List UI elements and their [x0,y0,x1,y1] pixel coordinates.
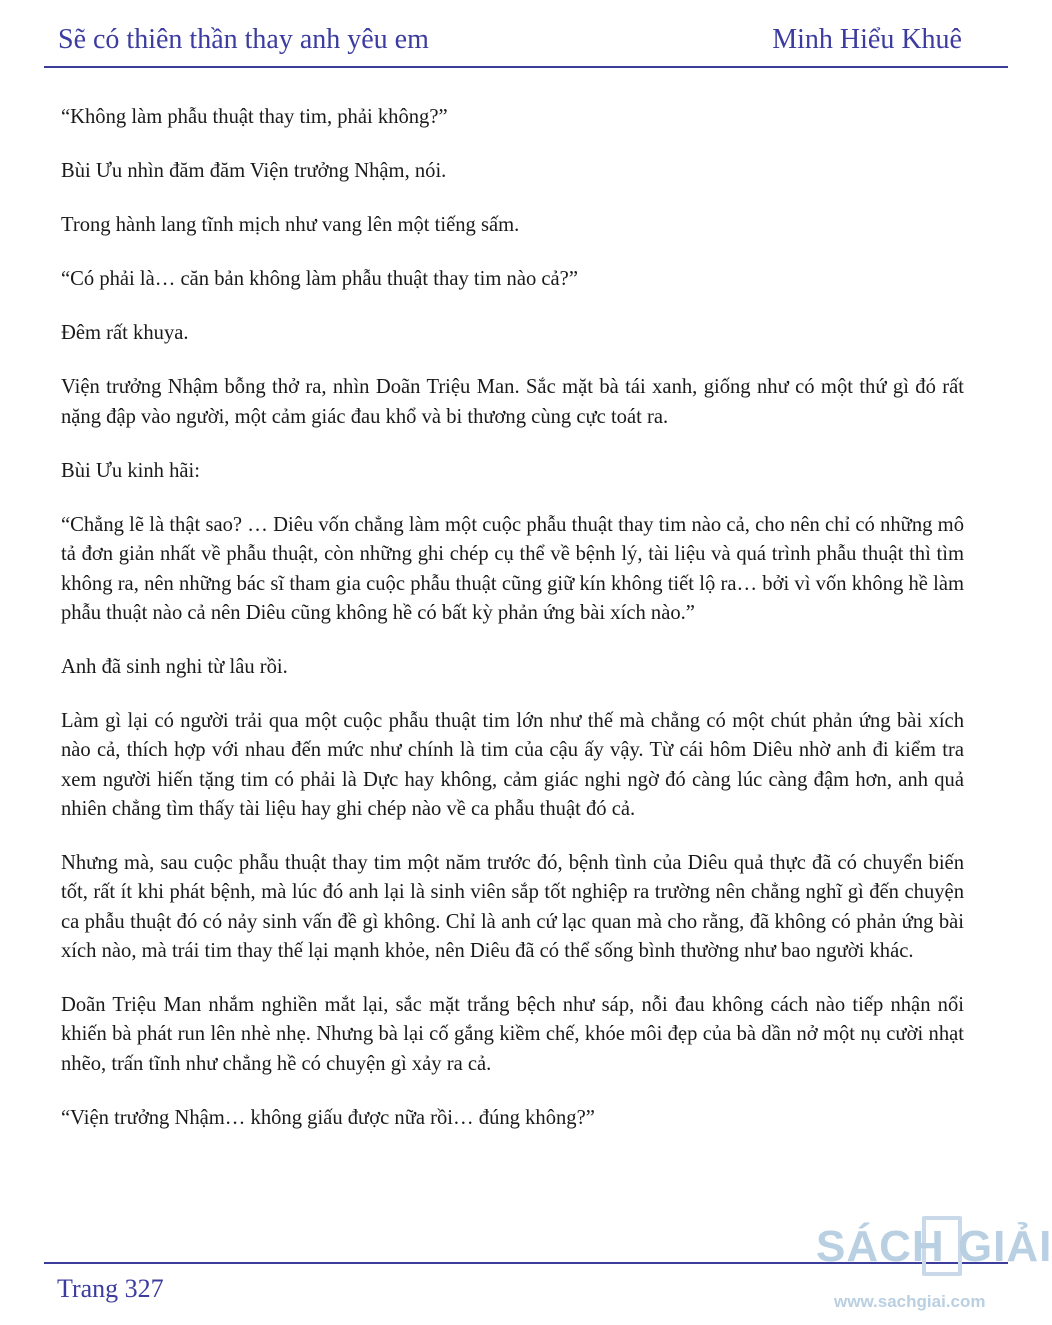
paragraph: Viện trưởng Nhậm bỗng thở ra, nhìn Doãn Triệu Man. Sắc mặt bà tái xanh, giống như có một thứ gì đó rất nặng đập vào người, một cảm giác đau khổ và bi thương cùng cực toát ra. [61,376,964,428]
paragraph: Đêm rất khuya. [61,322,189,345]
paragraph: “Chẳng lẽ là thật sao? … Diêu vốn chẳng làm một cuộc phẫu thuật thay tim nào cả, cho nên chỉ có những mô tả đơn giản nhất về phẫu thuật, còn những ghi chép cụ thể về bệnh lý, tài liệu và quá trình phẫu thuật thì tìm không ra, nên những bác sĩ tham gia cuộc phẫu thuật cũng giữ kín không tiết lộ ra… bởi vì vốn không hề làm phẫu thuật nào cả nên Diêu cũng không hề có bất kỳ phản ứng bài xích nào.” [61,513,964,624]
page-body [61,103,964,1158]
paragraph: “Không làm phẫu thuật thay tim, phải không?” [61,106,448,128]
page-number: Trang 327 [57,1274,164,1303]
watermark [812,1222,1052,1322]
author-name: Minh Hiểu Khuê [772,24,962,55]
paragraph: Nhưng mà, sau cuộc phẫu thuật thay tim một năm trước đó, bệnh tình của Diêu quả thực đã có chuyển biến tốt, rất ít khi phát bệnh, mà lúc đó anh lại là sinh viên sắp tốt nghiệp ra trường nên chẳng nghĩ gì đến chuyện ca phẫu thuật đó có nảy sinh vấn đề gì không. Chỉ là anh cứ lạc quan mà cho rằng, đã không có phản ứng bài xích nào, mà trái tim thay thế lại mạnh khỏe, nên Diêu đã có thể sống bình thường như bao người khác. [61,852,964,962]
paragraph: Doãn Triệu Man nhắm nghiền mắt lại, sắc mặt trắng bệch như sáp, nỗi đau không cách nào tiếp nhận nổi khiến bà phát run lên nhè nhẹ. Nhưng bà lại cố gắng kiềm chế, khóe môi đẹp của bà dần nở một nụ cười nhạt nhẽo, trấn tĩnh như chẳng hề có chuyện gì xảy ra cả. [61,994,964,1075]
paragraph: “Có phải là… căn bản không làm phẫu thuật thay tim nào cả?” [61,268,578,291]
page-header [44,22,1008,68]
paragraph: Làm gì lại có người trải qua một cuộc phẫu thuật tim lớn như thế mà chẳng có một chút phản ứng bài xích nào cả, thích hợp với nhau đến mức như chính là tim của cậu ấy vậy. Từ cái hôm Diêu nhờ anh đi kiểm tra xem người hiến tặng tim có phải là Dực hay không, cảm giác nghi ngờ đó càng lúc càng đậm hơn, anh quả nhiên chẳng tìm thấy tài liệu hay ghi chép nào về ca phẫu thuật đó cả. [61,710,964,820]
watermark-url: www.sachgiai.com [834,1292,986,1311]
paragraph: “Viện trưởng Nhậm… không giấu được nữa rồi… đúng không?” [61,1106,595,1129]
book-title: Sẽ có thiên thần thay anh yêu em [58,24,429,55]
paragraph: Trong hành lang tĩnh mịch như vang lên một tiếng sấm. [61,214,520,237]
watermark-brand: SÁCH GIẢI [816,1222,1052,1271]
paragraph: Anh đã sinh nghi từ lâu rồi. [61,655,288,678]
paragraph: Bùi Ưu nhìn đăm đăm Viện trưởng Nhậm, nói. [61,160,447,183]
paragraph: Bùi Ưu kinh hãi: [61,459,200,482]
